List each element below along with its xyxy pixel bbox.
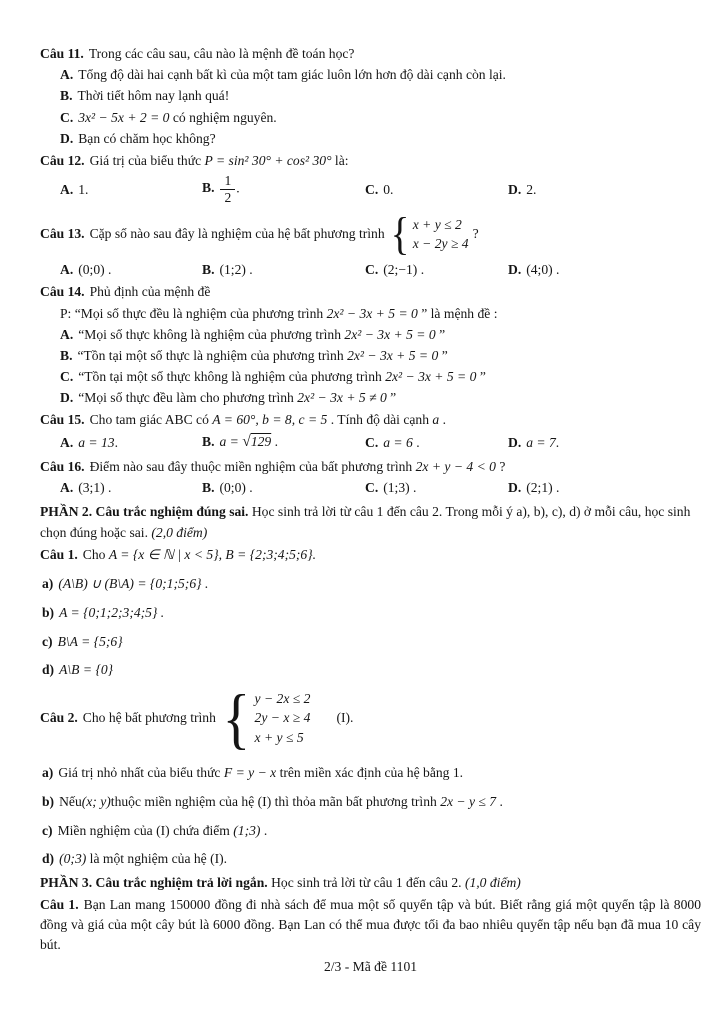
option-text: . [412, 435, 420, 451]
option-label: A. [60, 480, 74, 496]
question-text: là: [331, 152, 349, 168]
system-name: (I). [336, 710, 354, 726]
math-expression: (A\B) ∪ (B\A) = {0;1;5;6} . [58, 576, 209, 592]
option-b [202, 430, 365, 454]
radical-icon: √ [242, 433, 251, 451]
math-expression: a [432, 412, 440, 428]
item-b [40, 603, 701, 623]
option-label: C. [60, 109, 74, 125]
page-footer: 2/3 - Mã đề 1101 [323, 959, 418, 975]
option-text: ” [386, 389, 397, 405]
option-text: (2;1) . [526, 480, 560, 496]
math-expression: (1;3) [233, 822, 261, 838]
system-line-1: y − 2x ≤ 2 [254, 690, 311, 706]
math-expression: 2x² − 3x + 5 ≠ 0 [297, 389, 387, 405]
square-root [242, 434, 271, 449]
option-a [40, 324, 701, 345]
question-label: Câu 11. [40, 46, 84, 61]
option-label: B. [60, 88, 73, 104]
item-d [40, 849, 701, 869]
item-a [40, 763, 701, 783]
math-expression: 2x² − 3x + 5 = 0 [385, 368, 477, 384]
system-line-2: 2y − x ≥ 4 [254, 710, 311, 726]
question-text: ? [472, 226, 479, 242]
section-points: (2,0 điểm) [151, 524, 208, 540]
option-text: . [114, 435, 118, 451]
option-text: (1;3) . [383, 480, 417, 496]
math-expression: A = {x ∈ ℕ | x < 5}, B = {2;3;4;5;6}. [108, 546, 317, 562]
statement-p [40, 303, 701, 324]
option-c [365, 259, 508, 280]
question-stem [40, 545, 701, 565]
question-label: Câu 15. [40, 412, 85, 428]
left-brace-icon: { [222, 680, 251, 757]
system-line-1: x + y ≤ 2 [412, 216, 462, 232]
option-c [40, 366, 701, 387]
question-text: . Tính độ dài cạnh [327, 412, 433, 428]
option-b [202, 259, 365, 280]
radicand: 129 [250, 434, 272, 450]
option-label: B. [60, 347, 73, 363]
item-label: a) [42, 765, 54, 781]
option-label: B. [202, 480, 215, 496]
option-text: . [236, 180, 240, 196]
option-label: A. [60, 326, 74, 342]
math-expression: A = {0;1;2;3;4;5} . [59, 605, 165, 620]
option-d [508, 179, 701, 200]
question-text: Cho [82, 546, 109, 562]
option-label: D. [60, 389, 74, 405]
question-text: Bạn Lan mang 150000 đồng đi nhà sách để mua một số quyển tập và bút. Biết rằng giá một quyển tập là 8000 đồng và giá của một cây bút là 6000 đồng. Bạn Lan có thể mua được tối đa bao nhiêu quyển tập nếu bạn đã mua 10 cây bút. [40, 897, 701, 952]
item-label: c) [42, 822, 53, 838]
question-label: Câu 16. [40, 458, 85, 474]
item-text: . [496, 793, 503, 809]
math-expression: A\B = {0} [59, 662, 114, 678]
option-c [40, 107, 701, 128]
math-expression: 3x² − 5x + 2 = 0 [78, 109, 170, 125]
part-2-header [40, 502, 701, 543]
option-text: “Tồn tại một số thực không là nghiệm của phương trình [78, 368, 386, 384]
math-expression: a = 13 [78, 435, 115, 451]
question-11-stem [40, 44, 701, 64]
question-label: Câu 2. [40, 710, 78, 726]
question-label: Câu 1. [40, 897, 79, 913]
option-label: C. [60, 368, 74, 384]
item-a [40, 574, 701, 594]
option-a [60, 432, 202, 453]
option-label: D. [508, 480, 522, 496]
option-text: “Tồn tại một số thực là nghiệm của phương trình [77, 347, 348, 363]
math-expression: B\A = {5;6} [57, 633, 123, 649]
math-expression: P = sin² 30° + cos² 30° [204, 152, 332, 168]
option-text: Thời tiết hôm nay lạnh quá! [77, 88, 230, 104]
option-label: C. [365, 262, 379, 278]
option-text: Tổng độ dài hai cạnh bất kì của một tam giác luôn lớn hơn độ dài cạnh còn lại. [78, 67, 506, 83]
option-label: B. [202, 262, 215, 278]
option-text: (4;0) . [526, 262, 560, 278]
item-text: Giá trị nhỏ nhất của biểu thức [58, 765, 224, 781]
question-16-stem [40, 457, 701, 477]
option-text: “Mọi số thực đều làm cho phương trình [78, 389, 298, 405]
option-d [508, 432, 701, 453]
option-b [202, 477, 365, 498]
fraction-denominator: 2 [224, 189, 232, 205]
option-text: có nghiệm nguyên. [169, 109, 277, 125]
item-label: b) [42, 605, 55, 620]
option-b [202, 171, 365, 207]
option-c [365, 432, 508, 453]
question-13-stem [40, 209, 701, 259]
part3-question-1 [40, 895, 701, 954]
inequality-system [389, 208, 469, 260]
option-label: C. [365, 435, 379, 451]
option-d [508, 477, 701, 498]
math-expression: (x; y) [81, 793, 111, 809]
question-14-stem [40, 282, 701, 302]
question-text [40, 710, 216, 726]
option-text: (2;−1) . [383, 262, 425, 278]
section-title: PHẦN 2. Câu trắc nghiệm đúng sai. [40, 504, 249, 520]
option-label: D. [508, 181, 522, 197]
option-text: (3;1) . [78, 480, 112, 496]
math-expression: 2x² − 3x + 5 = 0 [347, 347, 439, 363]
math-expression: a = 6 [383, 435, 413, 451]
question-text: Điểm nào sau đây thuộc miền nghiệm của bất phương trình [89, 458, 416, 474]
item-b [40, 792, 701, 812]
inequality-system [220, 680, 311, 757]
math-expression: a = 7 [526, 435, 556, 451]
math-expression: (0;3) [59, 851, 87, 867]
item-text: thuộc miền nghiệm của hệ (I) thì thỏa mãn bất phương trình [110, 793, 441, 809]
option-c [365, 477, 508, 498]
option-label: C. [365, 181, 379, 197]
option-b [40, 85, 701, 106]
system-line-3: x + y ≤ 5 [254, 729, 304, 745]
option-label: D. [508, 435, 522, 451]
item-label: d) [42, 662, 55, 678]
question-text: Cho hệ bất phương trình [82, 710, 216, 726]
option-label: A. [60, 181, 74, 197]
option-text: . [555, 435, 560, 451]
item-label: b) [42, 793, 55, 809]
math-expression: 2x − y ≤ 7 [440, 793, 497, 809]
question-12-stem [40, 151, 701, 171]
question-15-stem [40, 410, 701, 430]
item-d [40, 660, 701, 680]
math-expression: 2x² − 3x + 5 = 0 [344, 326, 436, 342]
item-c [40, 632, 701, 652]
section-instructions: Học sinh trả lời từ câu 1 đến câu 2. Trong mỗi ý a), b), c), d) ở mỗi câu, học sinh chọn đúng hoặc sai. [40, 504, 691, 540]
math-expression: 2x + y − 4 < 0 [415, 458, 496, 474]
question-13-options [40, 259, 701, 280]
option-b [40, 345, 701, 366]
option-text: 1. [78, 181, 89, 197]
item-text: là một nghiệm của hệ (I). [86, 851, 228, 867]
item-label: a) [42, 576, 54, 592]
question-label: Câu 12. [40, 152, 85, 168]
part2-question-2 [40, 682, 701, 869]
question-16 [40, 457, 701, 498]
option-a [60, 259, 202, 280]
math-expression: F = y − x [223, 765, 277, 781]
option-text: (0;0) . [78, 262, 112, 278]
math-expression: A = 60°, b = 8, c = 5 [212, 412, 328, 428]
item-label: d) [42, 851, 55, 867]
item-text: . [260, 822, 268, 838]
question-text: Cho tam giác ABC có [89, 412, 213, 428]
question-text: Trong các câu sau, câu nào là mệnh đề toán học? [88, 46, 355, 61]
option-text: ” [435, 326, 446, 342]
option-label: A. [60, 435, 74, 451]
math-expression: 2x² − 3x + 5 = 0 [326, 305, 418, 321]
item-text: Miền nghiệm của (I) chứa điểm [57, 822, 234, 838]
question-label: Câu 14. [40, 284, 85, 300]
option-a [40, 64, 701, 85]
option-d [40, 387, 701, 408]
question-text: Cặp số nào sau đây là nghiệm của hệ bất phương trình [89, 226, 385, 242]
question-15-options [40, 430, 701, 454]
section-instructions: Học sinh trả lời từ câu 1 đến câu 2. [271, 874, 465, 890]
question-12-options [40, 171, 701, 207]
option-label: D. [508, 262, 522, 278]
option-a [60, 179, 202, 200]
option-d [508, 259, 701, 280]
part2-question-1 [40, 545, 701, 680]
option-text: . [271, 434, 279, 450]
item-label: c) [42, 633, 53, 649]
item-c [40, 821, 701, 841]
question-stem [40, 680, 701, 757]
option-label: B. [202, 434, 215, 450]
item-text: trên miền xác định của hệ bằng 1. [276, 765, 464, 781]
option-label: A. [60, 67, 74, 83]
question-15 [40, 410, 701, 455]
system-line-2: x − 2y ≥ 4 [412, 236, 469, 252]
option-text: 0. [383, 181, 394, 197]
option-text: Bạn có chăm học không? [78, 130, 216, 146]
question-14 [40, 282, 701, 408]
statement-text: P: “Mọi số thực đều là nghiệm của phương trình [60, 305, 327, 321]
option-text: “Mọi số thực không là nghiệm của phương trình [78, 326, 345, 342]
option-label: D. [60, 130, 74, 146]
option-text: 2. [526, 181, 537, 197]
left-brace-icon: { [390, 208, 410, 260]
option-d [40, 128, 701, 149]
option-a [60, 477, 202, 498]
question-13 [40, 209, 701, 280]
section-title: PHẦN 3. Câu trắc nghiệm trả lời ngắn. [40, 874, 268, 890]
question-text: ? [495, 458, 506, 474]
question-text: Giá trị của biểu thức [89, 152, 205, 168]
option-text: ” [438, 347, 448, 363]
question-16-options [40, 477, 701, 498]
option-text: ” [476, 368, 486, 384]
question-text [40, 226, 385, 242]
option-text: (0;0) . [219, 480, 253, 496]
option-label: A. [60, 262, 74, 278]
fraction [220, 173, 235, 205]
part-3-header [40, 873, 701, 893]
question-text: Phủ định của mệnh đề [89, 284, 211, 300]
option-label: B. [202, 180, 215, 196]
question-label: Câu 13. [40, 226, 85, 242]
question-label: Câu 1. [40, 546, 78, 562]
option-text: (1;2) . [219, 262, 253, 278]
question-text: . [439, 412, 447, 428]
question-11 [40, 44, 701, 149]
question-12 [40, 151, 701, 208]
option-c [365, 179, 508, 200]
math-expression: a = [219, 434, 243, 450]
item-text: Nếu [59, 793, 82, 809]
section-points: (1,0 điểm) [464, 874, 521, 890]
statement-text: ” là mệnh đề : [417, 305, 498, 321]
fraction-numerator: 1 [220, 173, 235, 190]
option-label: C. [365, 480, 379, 496]
